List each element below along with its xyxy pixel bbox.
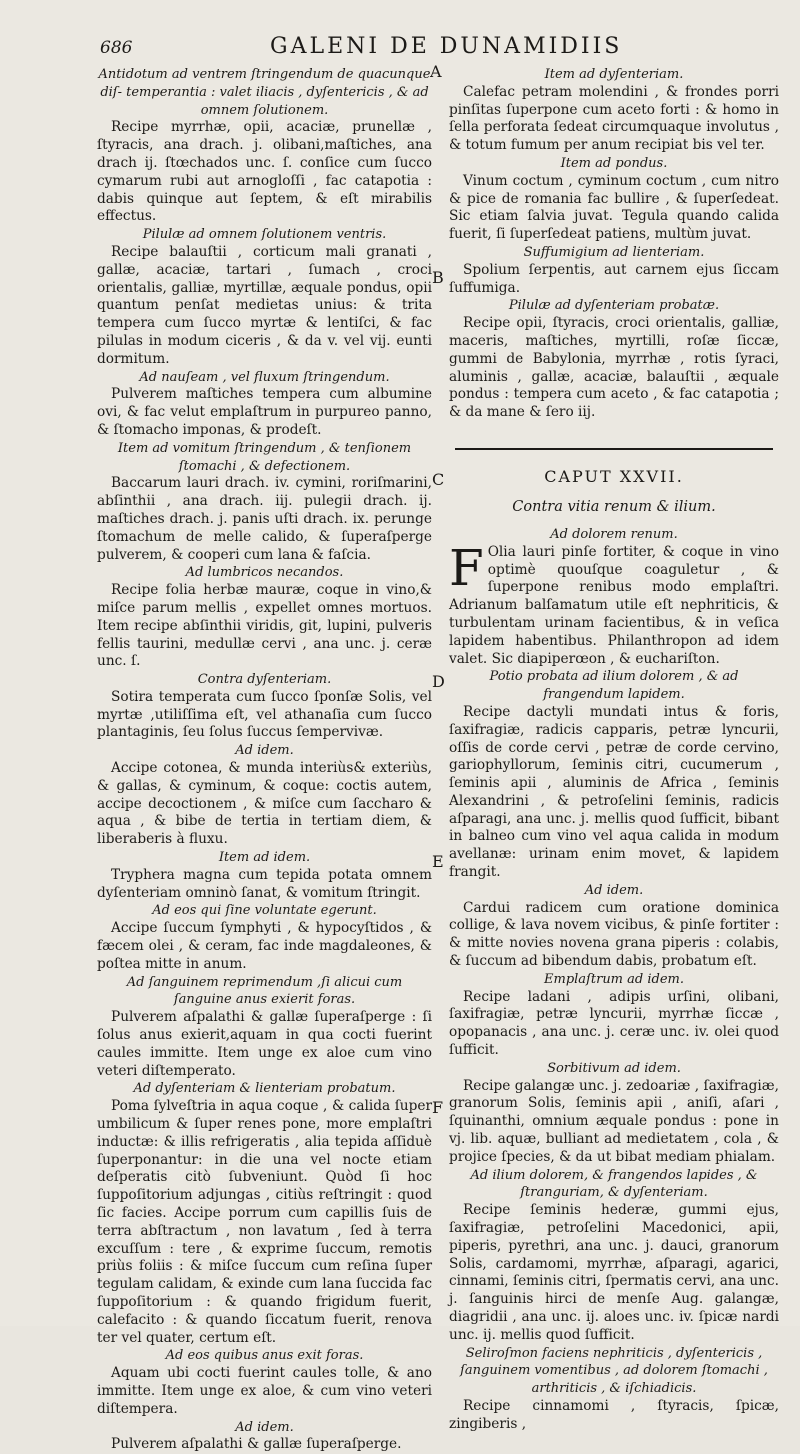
section-heading: Antidotum ad ventrem ſtringendum de quacunque diſ- temperantia : valet iliacis , dyſentericis , & ad omnem ſolutionem. xyxy=(98,67,431,118)
section-heading: Emplaſtrum ad idem. xyxy=(544,971,684,987)
section-heading: Ad dolorem renum. xyxy=(550,526,678,542)
right-column-top xyxy=(449,66,779,422)
paragraph: Poma ſylveſtria in aqua coque , & calida ſuper umbilicum & ſuper renes pone, more emplaſtri inductæ: & illis refrigeratis , alia tepida aſſiduè ſuperponantur: in die una vel nocte etiam deſperatis citò ſubveniunt. Quòd ſi hoc ſuppoſitorium adjungas , citiùs reſtringit : quod ſic facies. Accipe porrum cum capillis ſuis de terra abſtractum , non lavatum , ſed à terra excuſſum : tere , & exprime ſuccum, remotis priùs foliis : & miſce ſuccum cum reſina ſuper tegulam calidam, & exinde cum lana ſuccida fac ſuppoſitorium : & quando frigidum fuerit, calefacito : & quando ſiccatum fuerit, renova ter vel quater, certum eſt. xyxy=(97,1098,432,1346)
paragraph: Recipe folia herbæ mauræ, coque in vino,& miſce parum mellis , expellet omnes mortuos. Item recipe abſinthii viridis, git, lupini, pulveris fellis taurini, medullæ cervi , ana unc. j. ceræ unc. ſ. xyxy=(97,582,432,670)
section-heading: Ad idem. xyxy=(235,743,294,759)
margin-letter: A xyxy=(430,62,442,81)
paragraph: Pulverem maſtiches tempera cum albumine ovi, & fac velut emplaſtrum in purpureo panno, & ſtomacho imponas, & prodeſt. xyxy=(97,386,432,438)
margin-letter: E xyxy=(432,852,444,871)
section-heading: Sorbitivum ad idem. xyxy=(547,1060,681,1076)
section-heading: Potio probata ad ilium dolorem , & ad frangendum lapidem. xyxy=(489,669,739,703)
section-heading: Pilulæ ad omnem ſolutionem ventris. xyxy=(142,227,387,243)
paragraph: Recipe cinnamomi , ſtyracis, ſpicæ, zingiberis , xyxy=(449,1397,779,1432)
paragraph: Tryphera magna cum tepida potata omnem dyſenteriam omninò ſanat, & vomitum ſtringit. xyxy=(97,866,432,901)
margin-letter: C xyxy=(432,470,445,489)
section-heading: Ad eos qui ſine voluntate egerunt. xyxy=(152,903,377,919)
section-heading: Pilulæ ad dyſenteriam probatæ. xyxy=(508,298,720,314)
paragraph: Spolium ſerpentis, aut carnem ejus ſiccam ſuffumiga. xyxy=(449,261,779,296)
paragraph: Baccarum lauri drach. iv. cymini, roriſmarini, abſinthii , ana drach. iij. pulegii drach. ij. maſtiches drach. j. panis uſti drach. ix. perunge ſtomachum de melle calido, & ſuperaſperge pulverem, & cooperi cum lana & faſcia. xyxy=(97,475,432,563)
section-heading: Ad eos quibus anus exit foras. xyxy=(165,1348,364,1364)
paragraph: Pulverem aſpalathi & gallæ ſuperaſperge. xyxy=(111,1436,402,1453)
drop-capital: F xyxy=(449,538,484,597)
paragraph: Recipe balauſtii , corticum mali granati , gallæ, acaciæ, tartari , ſumach , croci orientalis, galliæ, myrtillæ, æquale pondus, opii quantum penſat medietas unius: & trita tempera cum ſucco myrtæ & lentiſci, & fac pilulas in modum ciceris , & da v. vel vij. eunti dormitum. xyxy=(97,243,432,367)
paragraph: Recipe galangæ unc. j. zedoariæ , ſaxifragiæ, granorum Solis, ſeminis apii , aniſi, aſari , ſquinanthi, omnium æquale pondus : pone in vj. lib. aquæ, bulliant ad medietatem , cola , & projice ſpecies, & da ut bibat mediam phialam. xyxy=(449,1077,779,1165)
paragraph: Sotira temperata cum ſucco ſponſæ Solis, vel myrtæ ,utiliſſima eſt, vel athanaſia cum ſucco plantaginis, ſeu ſolus ſuccus ſempervivæ. xyxy=(97,688,432,741)
margin-letter: D xyxy=(432,672,445,691)
paragraph: Vinum coctum , cyminum coctum , cum nitro & pice de romania fac bullire , & ſuperſedeat. Sic etiam ſalvia juvat. Tegula quando calida fuerit, ſi ſuperſedeat patiens, multùm juvat. xyxy=(449,172,779,243)
margin-letter: F xyxy=(432,1098,444,1117)
paragraph: Pulverem aſpalathi & gallæ ſuperaſperge : ſi ſolus anus exierit,aquam in qua cocti fuerint caules immitte. Item unge ex aloe cum vino veteri diſtemperato. xyxy=(97,1009,432,1079)
section-heading: Ad idem. xyxy=(584,882,644,898)
chapter-rule xyxy=(455,448,773,450)
paragraph: Calefac petram molendini , & frondes porri pinſitas ſuperpone cum aceto forti : & homo in ſella perforata ſedeat circumquaque involutus , & totum fumum per anum recipiat bis vel ter. xyxy=(449,83,779,154)
first-paragraph-text: Olia lauri pinſe fortiter, & coque in vino optimè quouſque coaguletur , & ſuperpone renibus modo emplaſtri. Adrianum balſamatum utile eſt nephriticis, & turbulentam urinam facientibus, & in veſica lapidem habentibus. Philanthropon ad idem valet. Sic diapiperœon , & euchariſton. xyxy=(449,543,779,667)
paragraph: Recipe ladani , adipis urſini, olibani, ſaxifragiæ, petræ lyncurii, myrrhæ ſiccæ , opopanacis , ana unc. j. ceræ unc. iv. olei quod ſufficit. xyxy=(449,988,779,1059)
chapter-heading: CAPUT XXVII. xyxy=(544,466,684,486)
section-heading: Item ad pondus. xyxy=(560,155,668,171)
left-column xyxy=(97,66,432,1454)
section-heading: Ad dyſenteriam & lienteriam probatum. xyxy=(133,1081,396,1097)
section-heading: Item ad idem. xyxy=(218,850,311,866)
paragraph: Accipe cotonea, & munda interiùs& exteriùs, & gallas, & cyminum, & coque: coctis autem, accipe decoctionem , & miſce cum ſaccharo & aqua , & bibe de tertia in tertiam diem, & liberaberis à fluxu. xyxy=(97,760,432,848)
section-heading: Suffumigium ad lienteriam. xyxy=(523,244,705,260)
margin-letter: B xyxy=(432,268,444,287)
running-header xyxy=(0,32,800,64)
paragraph: Aquam ubi cocti fuerint caules tolle, & ano immitte. Item unge ex aloe, & cum vino veteri diſtempera. xyxy=(97,1365,432,1417)
section-heading: Item ad dyſenteriam. xyxy=(544,67,684,82)
paragraph: Recipe opii, ſtyracis, croci orientalis, galliæ, maceris, maſtiches, myrtilli, roſæ ſiccæ, gummi de Babylonia, myrrhæ , rotis ſyraci, aluminis , gallæ, acaciæ, balauſtii , æquale pondus : tempera cum aceto , & fac catapotia ; & da mane & ſero iij. xyxy=(449,315,779,421)
paragraph: Recipe myrrhæ, opii, acaciæ, prunellæ , ſtyracis, ana drach. j. olibani,maſtiches, ana drach ij. ſtœchados unc. ſ. conſice cum ſucco cymarum rubi aut arnogloſſi , fac catapotia : dabis quinque aut ſeptem, & eſt mirabilis effectus. xyxy=(97,119,432,225)
section-heading: Ad ſanguinem reprimendum ,ſi alicui cum ſanguine anus exierit foras. xyxy=(126,974,403,1008)
paragraph: Accipe ſuccum ſymphyti , & hypocyſtidos , & fæcem olei , & ceram, fac inde magdaleones, & poſtea mitte in anum. xyxy=(97,920,432,972)
page-number: 686 xyxy=(100,38,133,58)
right-column xyxy=(449,66,779,1434)
paragraph: Recipe ſeminis hederæ, gummi ejus, ſaxifragiæ, petroſelini Macedonici, apii, piperis, pyrethri, ana unc. j. dauci, granorum Solis, cardamomi, myrrhæ, aſparagi, agarici, cinnami, ſeminis citri, ſpermatis cervi, ana unc. j. ſanguinis hirci de menſe Aug. galangæ, diagridii , ana unc. ij. aloes unc. iv. ſpicæ nardi unc. ij. mellis quod ſufficit. xyxy=(449,1202,779,1343)
section-heading: Item ad vomitum ſtringendum , & tenſionem ſtomachi , & defectionem. xyxy=(117,440,412,474)
section-heading: Ad idem. xyxy=(235,1419,294,1435)
first-paragraph xyxy=(449,538,779,669)
section-heading: Ad lumbricos necandos. xyxy=(185,565,344,581)
right-column-bottom xyxy=(449,668,779,1433)
section-heading: Ad nauſeam , vel fluxum ſtringendum. xyxy=(139,369,390,385)
paragraph: Cardui radicem cum oratione dominica collige, & lava novem vicibus, & pinſe fortiter : & mitte novies novena grana piperis : colabis, & ſuccum ad bibendum dabis, probatum eſt. xyxy=(449,899,779,970)
chapter-subtitle: Contra vitia renum & ilium. xyxy=(512,498,716,515)
section-heading: Seliroſmon faciens nephriticis , dyſentericis , ſanguinem vomentibus , ad dolorem ſtomachi , arthriticis , & iſchiadicis. xyxy=(460,1345,768,1397)
section-heading: Ad ilium dolorem, & frangendos lapides , & ſtranguriam, & dyſenteriam. xyxy=(470,1167,758,1201)
section-heading: Contra dyſenteriam. xyxy=(197,672,332,688)
running-title: GALENI DE DUNAMIDIIS xyxy=(270,34,623,59)
paragraph: Recipe dactyli mundati intus & foris, ſaxifragiæ, radicis capparis, petræ lyncurii, oſſis de corde cervi , petræ de corde cervino, gariophyllorum, ſeminis citri, cucumerum , ſeminis apii , aluminis de Africa , ſeminis Alexandrini , & petroſelini ſeminis, radicis aſparagi, ana unc. j. mellis quod ſufficit, bibant in balneo cum vino vel aqua calida in modum avellanæ: urinam enim movet, & lapidem frangit. xyxy=(449,703,779,881)
